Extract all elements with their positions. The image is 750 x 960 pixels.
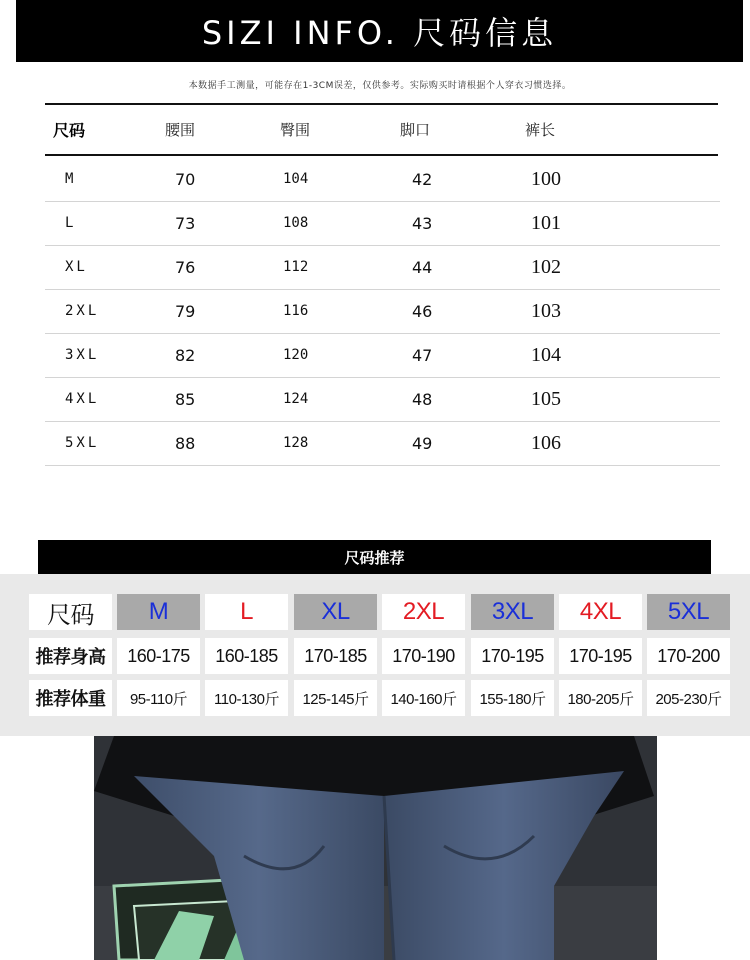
recommend-height-cell: 170-190 bbox=[382, 638, 465, 674]
size-table-cell: 3XL bbox=[65, 347, 100, 363]
size-table-header-1: 腰围 bbox=[165, 121, 196, 139]
product-photo bbox=[94, 736, 657, 960]
recommend-height-cell: 160-175 bbox=[117, 638, 200, 674]
size-table-cell: 102 bbox=[531, 255, 561, 278]
recommend-size-L: L bbox=[205, 594, 288, 630]
table-row bbox=[45, 333, 720, 378]
table-row bbox=[45, 245, 720, 290]
recommend-weight-cell: 95-110斤 bbox=[117, 680, 200, 716]
recommend-weight-cell: 155-180斤 bbox=[471, 680, 554, 716]
recommend-size-XL: XL bbox=[294, 594, 377, 630]
recommend-weight-label: 推荐体重 bbox=[29, 680, 112, 716]
size-table-cell: 79 bbox=[175, 301, 196, 321]
size-table-cell: 4XL bbox=[65, 391, 100, 407]
table-row bbox=[45, 157, 720, 202]
size-table-cell: 85 bbox=[175, 389, 196, 409]
recommend-size-5XL: 5XL bbox=[647, 594, 730, 630]
recommend-height-cell: 160-185 bbox=[205, 638, 288, 674]
size-table-header-0: 尺码 bbox=[53, 121, 86, 140]
size-table-cell: 101 bbox=[531, 211, 561, 234]
size-table-cell: 112 bbox=[283, 259, 309, 275]
size-table-cell: 76 bbox=[175, 257, 196, 277]
recommend-weight-cell: 110-130斤 bbox=[205, 680, 288, 716]
size-table-cell: L bbox=[65, 215, 77, 231]
size-table-cell: 100 bbox=[531, 167, 561, 190]
recommend-title-bar bbox=[38, 540, 711, 574]
table-row bbox=[45, 421, 720, 466]
recommend-height-cell: 170-185 bbox=[294, 638, 377, 674]
size-table-cell: 70 bbox=[175, 169, 196, 189]
table-header-rule bbox=[45, 154, 718, 156]
recommend-height-cell: 170-195 bbox=[559, 638, 642, 674]
size-table-cell: 108 bbox=[283, 215, 309, 231]
recommend-height-label: 推荐身高 bbox=[29, 638, 112, 674]
size-table-cell: 2XL bbox=[65, 303, 100, 319]
size-table-cell: 82 bbox=[175, 345, 196, 365]
recommend-height-cell: 170-200 bbox=[647, 638, 730, 674]
size-table-cell: 47 bbox=[412, 345, 433, 365]
size-table-cell: 44 bbox=[412, 257, 433, 277]
table-top-rule bbox=[45, 103, 718, 105]
size-table-cell: 103 bbox=[531, 299, 561, 322]
size-table-cell: 42 bbox=[412, 169, 433, 189]
size-table-cell: 106 bbox=[531, 431, 561, 454]
recommend-size-3XL: 3XL bbox=[471, 594, 554, 630]
table-row bbox=[45, 377, 720, 422]
recommend-height-cell: 170-195 bbox=[471, 638, 554, 674]
size-table-cell: 5XL bbox=[65, 435, 100, 451]
size-table-cell: 104 bbox=[531, 343, 561, 366]
recommend-title: 尺码推荐 bbox=[344, 548, 405, 567]
size-table-cell: 104 bbox=[283, 171, 309, 187]
size-table-cell: 105 bbox=[531, 387, 561, 410]
recommend-weight-cell: 140-160斤 bbox=[382, 680, 465, 716]
size-table-cell: 116 bbox=[283, 303, 309, 319]
size-table-cell: 88 bbox=[175, 433, 196, 453]
size-table-cell: 124 bbox=[283, 391, 309, 407]
recommend-size-label: 尺码 bbox=[29, 594, 112, 630]
size-table-header-2: 臀围 bbox=[280, 121, 311, 139]
recommend-weight-cell: 180-205斤 bbox=[559, 680, 642, 716]
recommend-weight-cell: 205-230斤 bbox=[647, 680, 730, 716]
size-table-cell: 128 bbox=[283, 435, 309, 451]
size-table-cell: XL bbox=[65, 259, 88, 275]
recommend-size-4XL: 4XL bbox=[559, 594, 642, 630]
size-table-cell: 73 bbox=[175, 213, 196, 233]
banner-title: SIZI INFO. 尺码信息 bbox=[201, 14, 558, 52]
recommend-table bbox=[0, 574, 750, 736]
size-table-cell: 120 bbox=[283, 347, 309, 363]
recommend-size-2XL: 2XL bbox=[382, 594, 465, 630]
size-table-cell: M bbox=[65, 171, 77, 187]
size-table-cell: 46 bbox=[412, 301, 433, 321]
title-banner bbox=[16, 0, 743, 62]
recommend-weight-cell: 125-145斤 bbox=[294, 680, 377, 716]
size-table-cell: 48 bbox=[412, 389, 433, 409]
size-table-cell: 49 bbox=[412, 433, 433, 453]
measurement-note: 本数据手工测量，可能存在1-3CM误差，仅供参考。实际购买时请根据个人穿衣习惯选择。 bbox=[188, 81, 572, 91]
recommend-size-M: M bbox=[117, 594, 200, 630]
table-row bbox=[45, 201, 720, 246]
table-row bbox=[45, 289, 720, 334]
size-table-cell: 43 bbox=[412, 213, 433, 233]
size-table-header-4: 裤长 bbox=[525, 121, 556, 139]
size-table-header-3: 脚口 bbox=[400, 121, 431, 139]
